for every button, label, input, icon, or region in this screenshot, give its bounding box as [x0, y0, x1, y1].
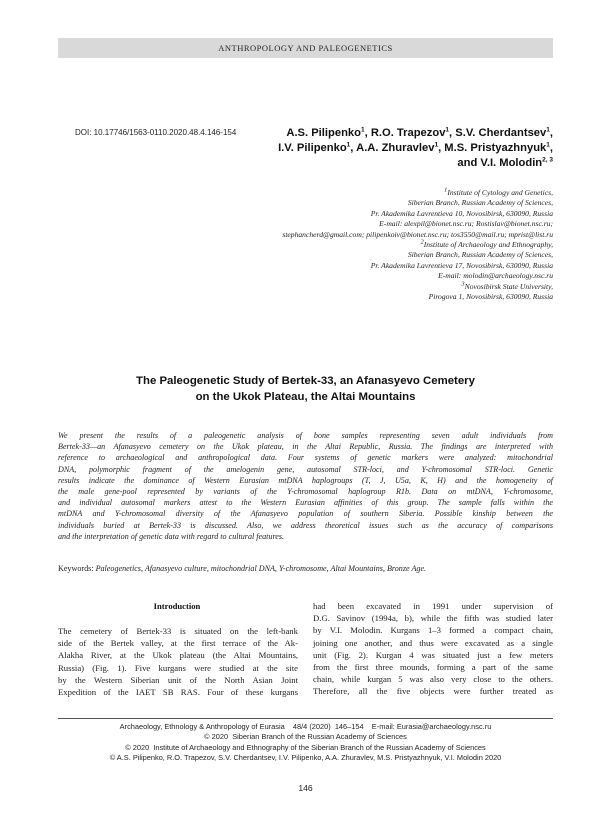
- body-line: from the first three mounds, forming a part of the same: [313, 662, 553, 673]
- affiliation-line: [133, 292, 553, 302]
- author-affil-sup: 2, 3: [542, 156, 553, 164]
- abstract-line: the male gene-pool represented by variants of the Y-chromosomal haplogroup R1b. Data on mtDNA, Y-chromosome,: [58, 487, 553, 497]
- abstract-line: We present the results of a paleogenetic analysis of bone samples representing seven adult individuals from: [58, 431, 553, 440]
- author-affil-sup: 1: [360, 126, 365, 134]
- affiliation-line: [133, 250, 553, 260]
- page-number: 146: [298, 783, 313, 793]
- author-line: [173, 126, 553, 141]
- body-line: joining one another, and thus were excavated as a single: [313, 637, 553, 648]
- affil-sup: 3: [461, 280, 465, 288]
- abstract-line: reference to archaeological and anthropological data. Four systems of genetic markers were analyzed: mitochondrial: [58, 453, 553, 463]
- abstract-line: and the interpretation of genetic data with regard to cultural features.: [58, 531, 285, 541]
- affiliation-line: [133, 261, 553, 271]
- body-line: had been excavated in 1991 under supervision of: [313, 601, 553, 611]
- author-line: [173, 156, 553, 171]
- affil-text: Institute of Archaeology and Ethnography,: [423, 240, 553, 250]
- author-sep: ,: [350, 142, 357, 154]
- author-sep: ,: [549, 127, 553, 139]
- affil-text[interactable]: stephancherd@gmail.com; pilipenkoiv@bionet.nsc.ru; tos3550@mail.ru; mprist@list.ru: [282, 229, 553, 239]
- body-line: Russia) (Fig. 1). Five kurgans were studied at the site: [58, 662, 298, 673]
- running-header: ANTHROPOLOGY AND PALEOGENETICS: [58, 38, 553, 58]
- author-name: A.S. Pilipenko: [286, 127, 361, 139]
- abstract-line: individuals buried at Bertek-33 is discussed. Also, we address theoretical issues such as the accuracy of comparisons: [58, 520, 553, 530]
- article-title: [58, 373, 553, 405]
- body-line: D.G. Savinov (1994a, b), while the fifth was studied later: [313, 613, 553, 624]
- affiliation-email[interactable]: [133, 230, 553, 240]
- title-line: on the Ukok Plateau, the Altai Mountains: [195, 391, 416, 403]
- affil-text: Pr. Akademika Lavrentieva 10, Novosibirsk, 630090, Russia: [370, 208, 553, 218]
- author-affil-sup: 1: [346, 141, 351, 149]
- author-name: R.O. Trapezov: [370, 127, 446, 139]
- affil-sup: 2: [420, 238, 424, 246]
- affil-text: Pr. Akademika Lavrentieva 17, Novosibirsk, 630090, Russia: [370, 260, 553, 270]
- affiliation-line: [133, 188, 553, 198]
- body-line: Alakha River, at the Ukok plateau (the Altai Mountains,: [58, 650, 298, 661]
- body-line: by the Western Siberian unit of the North Asian Joint: [58, 674, 298, 685]
- author-name: M.S. Pristyazhnyuk: [444, 142, 547, 154]
- affiliation-email[interactable]: [133, 219, 553, 229]
- body-line: unit (Fig. 2). Kurgan 4 was situated just a few meters: [313, 649, 553, 660]
- author-line: [173, 141, 553, 156]
- affiliation-line: [133, 282, 553, 292]
- affil-text: Institute of Cytology and Genetics,: [447, 188, 553, 197]
- keywords: [58, 563, 553, 574]
- section-heading-introduction: Introduction: [153, 601, 201, 611]
- affil-text[interactable]: E-mail: alexpil@bionet.nsc.ru; Rostislav@bionet.nsc.ru;: [379, 219, 553, 229]
- abstract-line: mtDNA and Y-chromosomal diversity of the Afanasyevo population of southern Siberia. Possible kinship between the: [58, 509, 553, 519]
- author-sep: ,: [438, 142, 445, 154]
- body-line: Therefore, all the five objects were further treated as: [313, 686, 553, 697]
- title-line: The Paleogenetic Study of Bertek-33, an Afanasyevo Cemetery: [136, 375, 475, 387]
- author-sep: ,: [364, 127, 371, 139]
- abstract-line: and individual autosomal markers attest to the Western Eurasian affinities of this group. The sample falls within the: [58, 498, 553, 508]
- body-column-left: [58, 625, 298, 698]
- footer-divider: [58, 718, 553, 719]
- affil-text: Siberian Branch, Russian Academy of Sciences,: [407, 198, 553, 208]
- affiliations: [133, 188, 553, 302]
- author-sep: ,: [449, 127, 456, 139]
- doi-link[interactable]: DOI: 10.17746/1563-0110.2020.48.4.146-154: [75, 128, 237, 137]
- footer-line: © 2020 Institute of Archaeology and Ethnography of the Siberian Branch of the Russian Academy of Sciences: [125, 742, 486, 752]
- author-affil-sup: 1: [434, 141, 439, 149]
- body-line: chain, while kurgan 5 was also very close to the others.: [313, 674, 553, 685]
- abstract: [58, 430, 553, 542]
- author-name: and V.I. Molodin: [457, 157, 543, 169]
- author-name: S.V. Cherdantsev: [455, 127, 547, 139]
- author-affil-sup: 1: [445, 126, 450, 134]
- affiliation-line: [133, 240, 553, 250]
- body-line: side of the Bertek valley, at the first terrace of the Ak-: [58, 638, 298, 649]
- abstract-line: Bertek-33—an Afanasyevo cemetery on the Ukok plateau, in the Altai Republic, Russia. The findings are interpreted with: [58, 442, 553, 452]
- author-list: [173, 126, 553, 171]
- affil-text[interactable]: E-mail: molodin@archaeology.nsc.ru: [438, 271, 553, 281]
- author-affil-sup: 1: [546, 141, 550, 149]
- affil-text: Novosibirsk State University,: [464, 281, 553, 291]
- body-column-right: [313, 600, 553, 698]
- affil-text: Pirogova 1, Novosibirsk, 630090, Russia: [428, 292, 553, 302]
- affiliation-email[interactable]: [133, 271, 553, 281]
- body-line: by V.I. Molodin. Kurgans 1–3 formed a compact chain,: [313, 625, 553, 636]
- affil-sup: 1: [444, 186, 448, 194]
- keywords-list: Paleogenetics, Afanasyevo culture, mitochondrial DNA, Y-chromosome, Altai Mountains, Bronze Age.: [95, 564, 427, 573]
- affiliation-line: [133, 198, 553, 208]
- author-sep: ,: [549, 142, 553, 154]
- abstract-line: DNA, polymorphic fragment of the amelogenin gene, autosomal STR-loci, and Y-chromosomal STR-loci. Genetic: [58, 464, 553, 474]
- footer-line: © 2020 Siberian Branch of the Russian Academy of Sciences: [204, 732, 407, 742]
- journal-footer: [40, 722, 571, 764]
- keywords-label: Keywords:: [58, 564, 94, 573]
- body-line: Expedition of the IAET SB RAS. Four of these kurgans: [58, 687, 298, 698]
- affiliation-line: [133, 209, 553, 219]
- affil-text: Siberian Branch, Russian Academy of Sciences,: [407, 250, 553, 260]
- abstract-line: results indicate the dominance of Western Eurasian mtDNA haplogroups (T, J, U5a, K, H) and the homogeneity of: [58, 475, 553, 485]
- author-name: A.A. Zhuravlev: [356, 142, 435, 154]
- author-name: I.V. Pilipenko: [278, 142, 347, 154]
- body-line: The cemetery of Bertek-33 is situated on the left-bank: [58, 626, 298, 636]
- footer-line: Archaeology, Ethnology & Anthropology of Eurasia 48/4 (2020) 146–154 E-mail: Eurasia@archaeology.nsc.ru: [119, 722, 492, 731]
- footer-line: © A.S. Pilipenko, R.O. Trapezov, S.V. Cherdantsev, I.V. Pilipenko, A.A. Zhuravlev, M.S. Pristyazhnyuk, V.I. Molodin 2020: [109, 753, 502, 763]
- author-affil-sup: 1: [546, 126, 550, 134]
